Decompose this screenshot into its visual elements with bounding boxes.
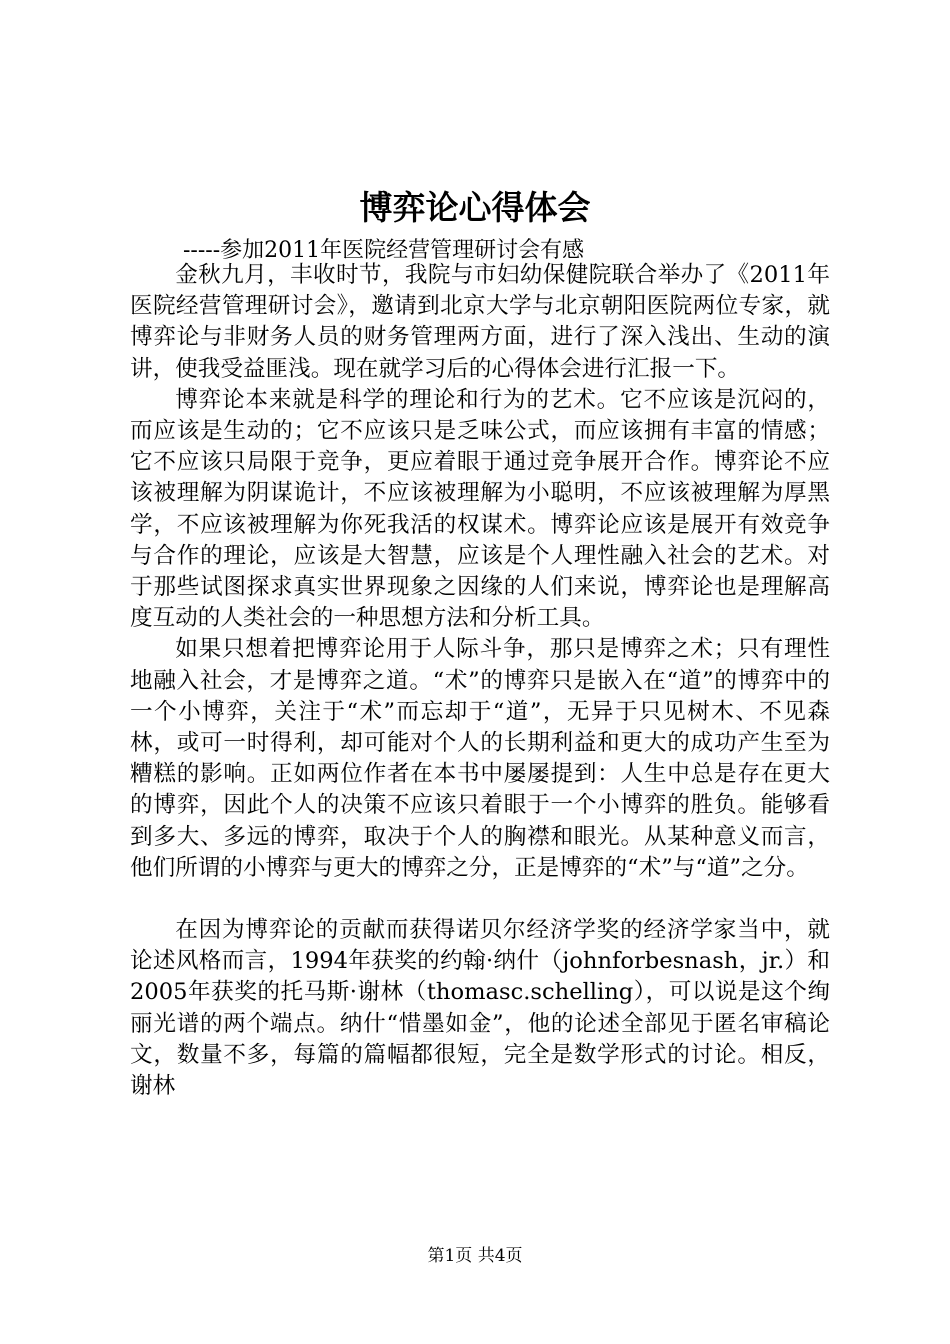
- paragraph-3: 如果只想着把博弈论用于人际斗争，那只是博弈之术；只有理性地融入社会，才是博弈之道。“术”的博弈只是嵌入在“道”的博弈中的一个小博弈，关注于“术”而忘却于“道”，无异于只见树木、不见森林，或可一时得利，却可能对个人的长期利益和更大的成功产生至为糟糕的影响。正如两位作者在本书中屡屡提到：人生中总是存在更大的博弈，因此个人的决策不应该只着眼于一个小博弈的胜负。能够看到多大、多远的博弈，取决于个人的胸襟和眼光。从某种意义而言，他们所谓的小博弈与更大的博弈之分，正是博弈的“术”与“道”之分。: [130, 636, 830, 881]
- paragraph-4: 在因为博弈论的贡献而获得诺贝尔经济学奖的经济学家当中，就论述风格而言，1994年获奖的约翰·纳什（johnforbesnash，jr.）和2005年获奖的托马斯·谢林（thomasc.schelling），可以说是这个绚丽光谱的两个端点。纳什“惜墨如金”，他的论述全部见于匿名审稿论文，数量不多，每篇的篇幅都很短，完全是数学形式的讨论。相反，谢林: [130, 917, 830, 1100]
- page-footer: 第1页 共4页: [427, 1246, 523, 1266]
- paragraph-1: 金秋九月，丰收时节，我院与市妇幼保健院联合举办了《2011年医院经营管理研讨会》，邀请到北京大学与北京朝阳医院两位专家，就博弈论与非财务人员的财务管理两方面，进行了深入浅出、生动的演讲，使我受益匪浅。现在就学习后的心得体会进行汇报一下。: [130, 262, 830, 382]
- document-subtitle: -----参加2011年医院经营管理研讨会有感: [183, 238, 585, 263]
- document-title: 博弈论心得体会: [359, 188, 591, 227]
- paragraph-2: 博弈论本来就是科学的理论和行为的艺术。它不应该是沉闷的，而应该是生动的；它不应该只是乏味公式，而应该拥有丰富的情感；它不应该只局限于竞争，更应着眼于通过竞争展开合作。博弈论不应该被理解为阴谋诡计，不应该被理解为小聪明，不应该被理解为厚黑学，不应该被理解为你死我活的权谋术。博弈论应该是展开有效竞争与合作的理论，应该是大智慧，应该是个人理性融入社会的艺术。对于那些试图探求真实世界现象之因缘的人们来说，博弈论也是理解高度互动的人类社会的一种思想方法和分析工具。: [130, 386, 830, 632]
- document-body: [130, 260, 830, 1102]
